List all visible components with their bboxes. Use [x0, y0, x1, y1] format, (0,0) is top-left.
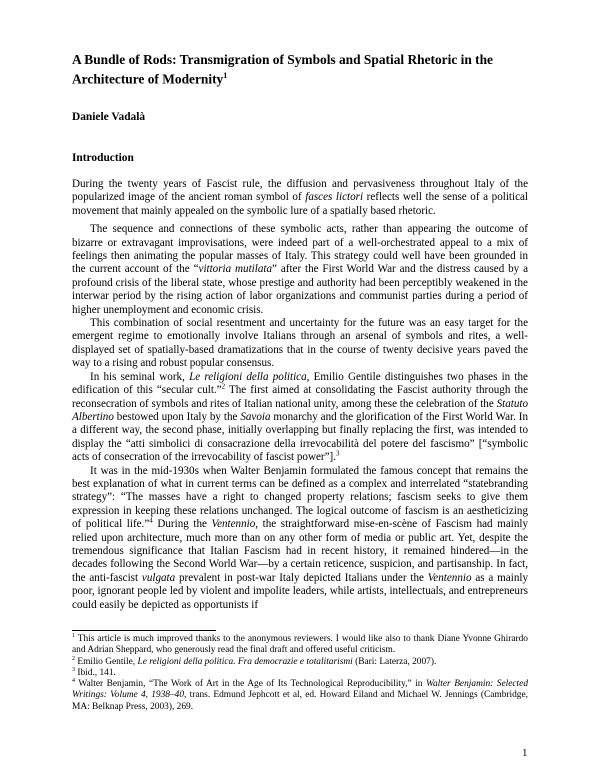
article-title: [72, 52, 532, 86]
paragraph-1: During the twenty years of Fascist rule, the diffusion and pervasiveness throughout Italy of the popularized image of the ancient roman symbol of fasces lictori reflects well the sense of a political movement that mainly appealed on the symbolic lure of a spatially based rhetoric.: [72, 178, 528, 217]
author-name: Daniele Vadalà: [72, 111, 146, 123]
title-footnote-ref[interactable]: 1: [223, 70, 228, 80]
footnote-separator: [72, 630, 216, 631]
paragraph-2: The sequence and connections of these symbolic acts, rather than appearing the outcome of bizarre or extravagant improvisations, were indeed part of a well-orchestrated appeal to a mix of feelings then animating the popular masses of Italy. This strategy could well have been grounded in the current account of the “vittoria mutilata” after the First World War and the distress caused by a profound crisis of the liberal state, whose prestige and authority had been perceptibly weakened in the interwar period by the rising action of labor organizations and communist parties during a period of higher unemployment and economic crisis.: [72, 223, 529, 316]
paragraph-5: It was in the mid-1930s when Walter Benjamin formulated the famous concept that remains the best explanation of what in current terms can be defined as a complex and interrelated “statebranding strategy”: “The masses have a right to changed property relations; fascism seeks to give them expression in keeping these relations unchanged. The logical outcome of fascism is an aestheticizing of political life.”$^4$ During the Ventennio, the straightforward mise-en-scène of Fascism had mainly relied upon architecture, much more than on any other form of media or public art. Yet, despite the tremendous significance that Italian Fascism had in recent history, it remained hindered—in the decades following the Second World War—by a certain reticence, suspicion, and partisanship. In fact, the anti-fascist vulgata prevalent in post-war Italy depicted Italians under the Ventennio as a mainly poor, ignorant people led by violent and impolite leaders, while artists, intellectuals, and entrepreneurs could easily be depicted as opportunists if: [72, 464, 529, 611]
page-number: 1: [522, 747, 528, 759]
section-heading: Introduction: [72, 152, 134, 164]
footnote-ref-4[interactable]: 4: [149, 516, 153, 525]
title-text: A Bundle of Rods: Transmigration of Symbols and Spatial Rhetoric in the Architecture of Modernity: [72, 52, 493, 86]
footnote-1: $^1$ This article is much improved thanks to the anonymous reviewers. I would like also to thank Diane Yvonne Ghirardo and Adrian Sheppard, who generously read the final draft and offered useful criticism.: [72, 632, 528, 656]
paragraph-4: In his seminal work, Le religioni della politica, Emilio Gentile distinguishes two phases in the edification of this “secular cult.”$^2$ The first aimed at consolidating the Fascist authority through the reconsecration of symbols and rites of Italian national unity, among these the celebration of the Statuto Albertino bestowed upon Italy by the Savoia monarchy and the glorification of the First World War. In a different way, the second phase, initially overlapping but finally replacing the first, was intended to display the “atti simbolici di consacrazione della irrevocabilità del potere del fascismo” [“symbolic acts of consecration of the irrevocability of fascist power”].$^3$: [72, 370, 529, 464]
footnote-2: $^2$ Emilio Gentile, Le religioni della politica. Fra democrazie e totalitarismi (Bari: Laterza, 2007).: [72, 655, 437, 667]
footnote-ref-3[interactable]: 3: [336, 449, 340, 458]
body-text: [72, 178, 528, 612]
paragraph-3: This combination of social resentment and uncertainty for the future was an easy target for the emergent regime to emotionally involve Italians through an arsenal of symbols and rites, a well-displayed set of spatially-based dramatizations that in the course of twenty decisive years paved the way to a rising and robust popular consensus.: [72, 317, 528, 370]
footnotes: [72, 634, 528, 713]
footnote-3: $^3$ Ibid., 141.: [72, 666, 116, 678]
footnote-ref-2[interactable]: 2: [221, 382, 226, 391]
footnote-4: $^4$ Walter Benjamin, “The Work of Art in the Age of Its Technological Reproducibility,” in Walter Benjamin: Selected Writings: Volume 4, 1938–40, trans. Edmund Jephcott et al, ed. Howard Eiland and Michael W. Jennings (Cambridge, MA: Belknap Press, 2003), 269.: [72, 678, 529, 712]
